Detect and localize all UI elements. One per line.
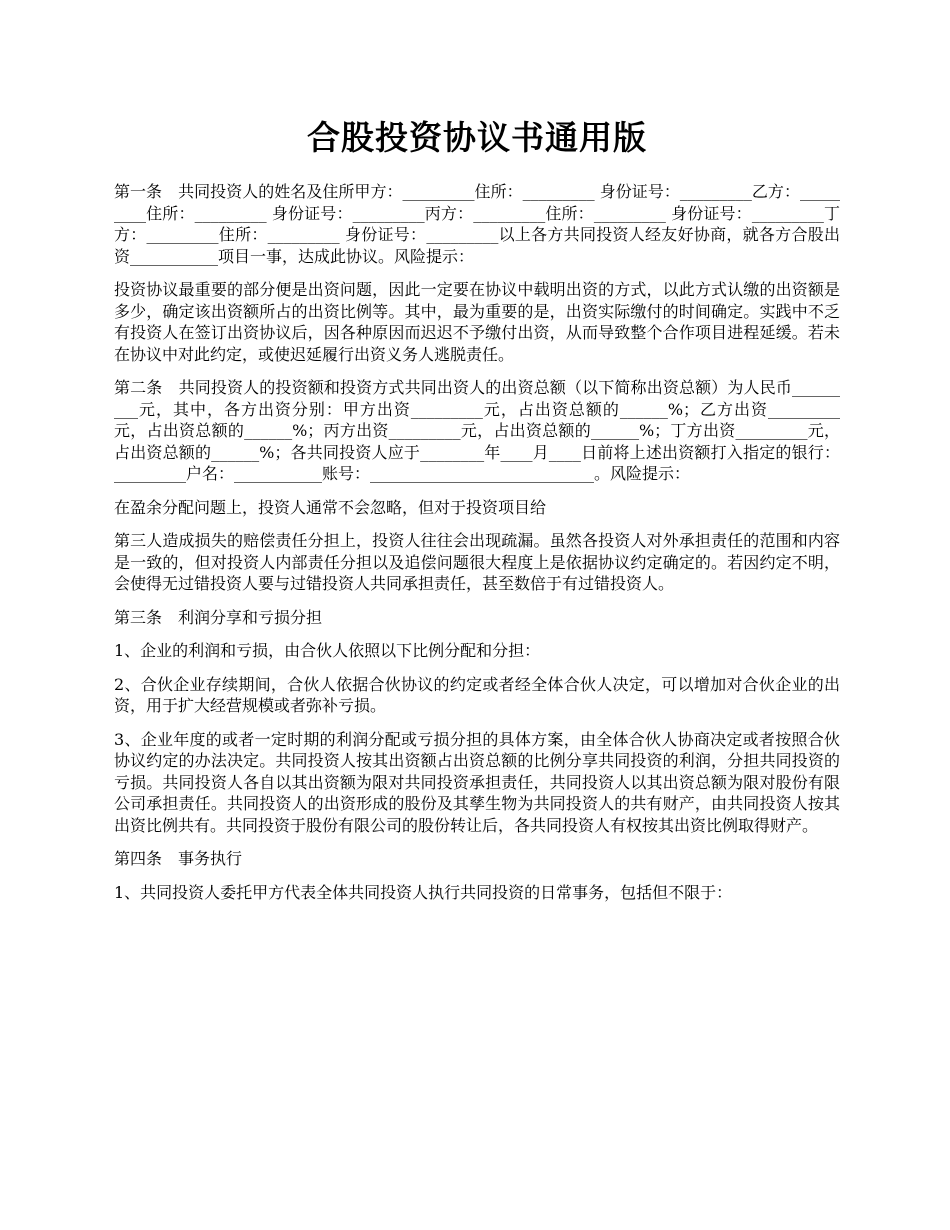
article-3-clause-3: 3、企业年度的或者一定时期的利润分配或亏损分担的具体方案，由全体合伙人协商决定或者按照合伙协议约定的办法决定。共同投资人按其出资额占出资总额的比例分享共同投资的利润，分担共同投资的亏损。共同投资人各自以其出资额为限对共同投资承担责任，共同投资人以其出资总额为限对股份有限公司承担责任。共同投资人的出资形成的股份及其孳生物为共同投资人的共有财产，由共同投资人按其出资比例共有。共同投资于股份有限公司的股份转让后，各共同投资人有权按其出资比例取得财产。: [114, 729, 840, 835]
liability-note-paragraph: 第三人造成损失的赔偿责任分担上，投资人往往会出现疏漏。虽然各投资人对外承担责任的范围和内容是一致的，但对投资人内部责任分担以及追偿问题很大程度上是依据协议约定确定的。若因约定不明，会使得无过错投资人要与过错投资人共同承担责任，甚至数倍于有过错投资人。: [114, 531, 840, 593]
document-title: 合股投资协议书通用版: [307, 118, 647, 157]
article-3-heading: 第三条 利润分享和亏损分担: [114, 607, 323, 627]
article-4-clause-1: 1、共同投资人委托甲方代表全体共同投资人执行共同投资的日常事务，包括但不限于：: [114, 882, 733, 902]
profit-note-paragraph: 在盈余分配问题上，投资人通常不会忽略，但对于投资项目给: [114, 497, 547, 517]
document-page: [114, 0, 840, 915]
article-2-paragraph: 第二条 共同投资人的投资额和投资方式共同出资人的出资总额（以下简称出资总额）为人民币_________元，其中，各方出资分别：甲方出资_________元，占出资总额的______%；乙方出资_________元，占出资总额的______%；丙方出资_________元，占出资总额的______%；丁方出资_________元，占出资总额的______%；各共同投资人应于________年____月____日前将上述出资额打入指定的银行：_________户名：___________账号：____________________________。风险提示：: [114, 378, 840, 483]
risk-note-paragraph: 投资协议最重要的部分便是出资问题，因此一定要在协议中载明出资的方式，以此方式认缴的出资额是多少，确定该出资额所占的出资比例等。其中，最为重要的是，出资实际缴付的时间确定。实践中不乏有投资人在签订出资协议后，因各种原因而迟迟不予缴付出资，从而导致整个合作项目进程延缓。若未在协议中对此约定，或使迟延履行出资义务人逃脱责任。: [114, 280, 840, 364]
article-3-clause-2: 2、合伙企业存续期间，合伙人依据合伙协议的约定或者经全体合伙人决定，可以增加对合伙企业的出资，用于扩大经营规模或者弥补亏损。: [114, 674, 840, 715]
article-4-heading: 第四条 事务执行: [114, 849, 243, 868]
article-1-paragraph: 第一条 共同投资人的姓名及住所甲方：_________住所：_________ 身份证号：_________乙方：_________住所：_________ 身份证号：_________丙方：_________住所：_________ 身份证号：_________丁方：_________住所：_________ 身份证号：_________以上各方共同投资人经友好协商，就各方合股出资___________项目一事，达成此协议。风险提示：: [114, 182, 840, 266]
document-body: [114, 181, 840, 903]
article-3-clause-1: 1、企业的利润和亏损，由合伙人依照以下比例分配和分担：: [114, 641, 541, 660]
